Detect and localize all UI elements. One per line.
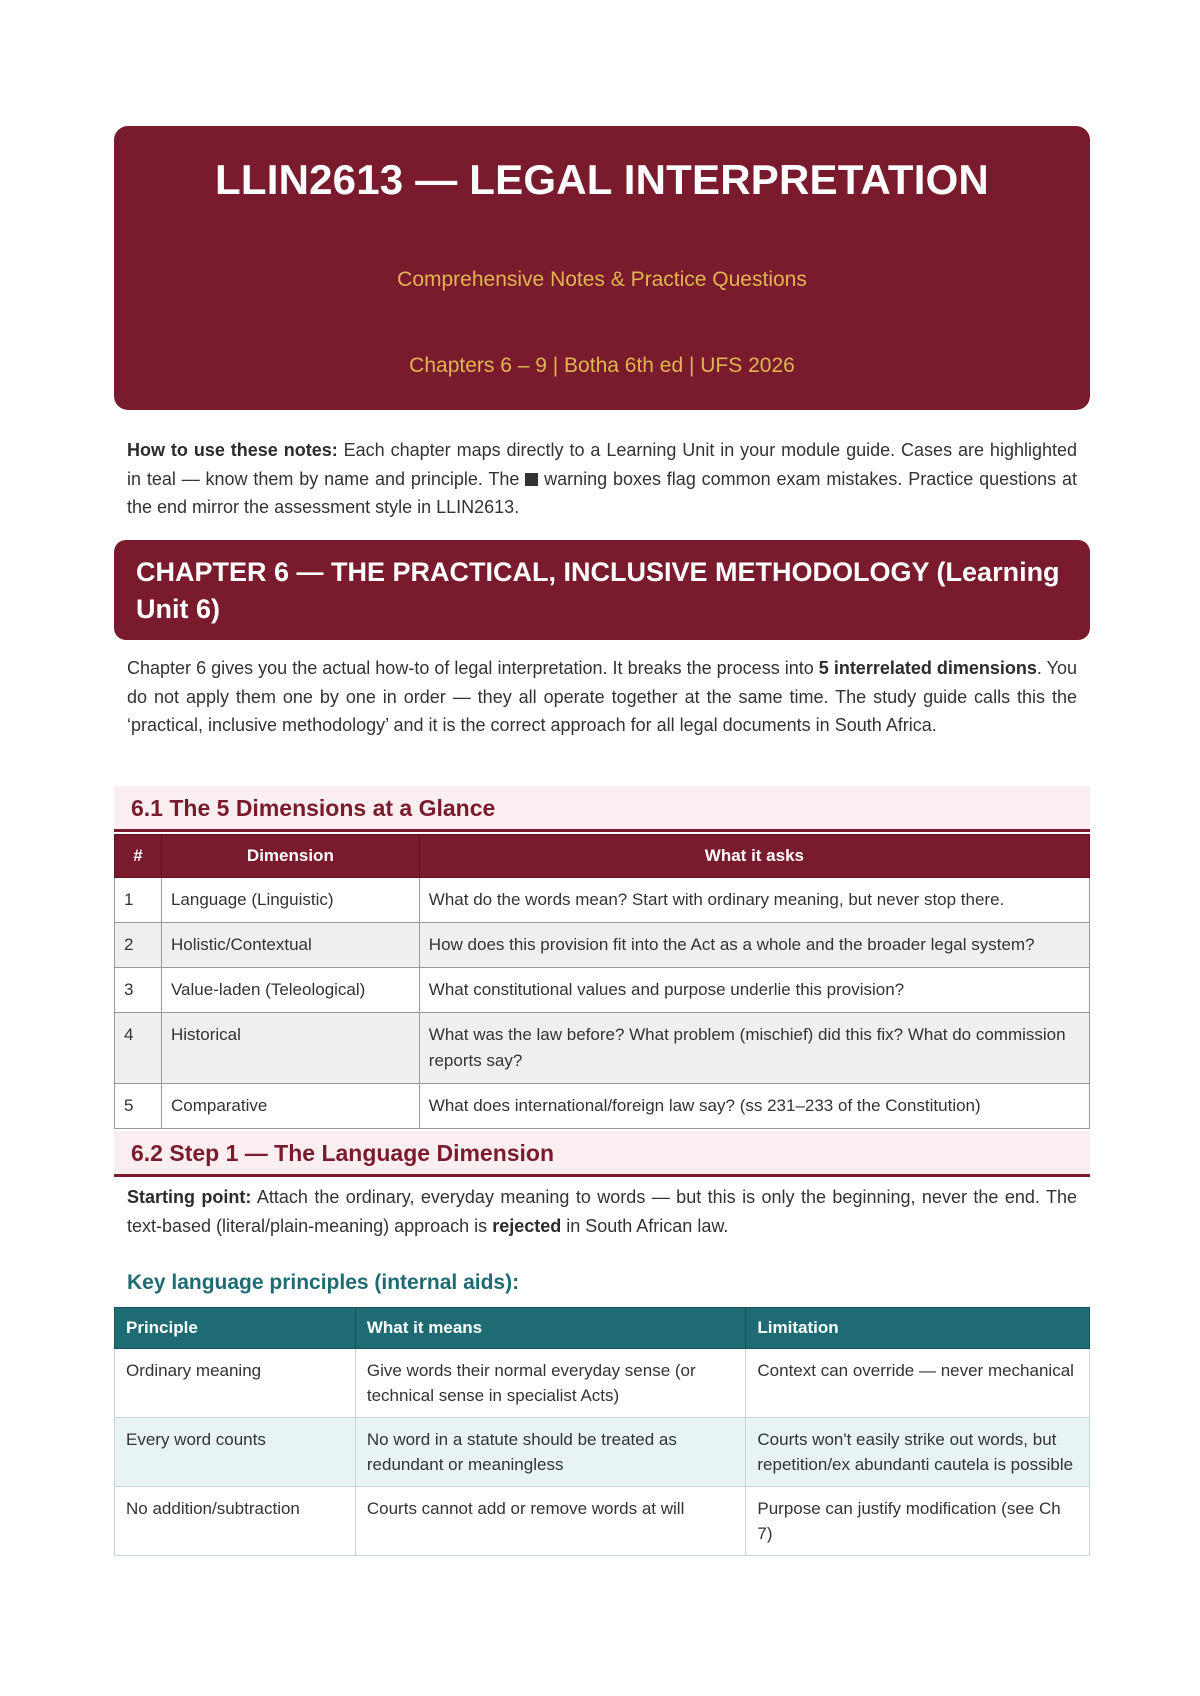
table-cell: What constitutional values and purpose underlie this provision? [419, 968, 1089, 1013]
table-cell: How does this provision fit into the Act as a whole and the broader legal system? [419, 923, 1089, 968]
table-row [115, 923, 1090, 968]
chapter-6-intro [127, 654, 1077, 740]
table-cell: 5 [115, 1084, 162, 1129]
column-header: What it asks [419, 835, 1089, 878]
chapter-6-bold: 5 interrelated dimensions [818, 658, 1037, 678]
table-row [115, 878, 1090, 923]
table-row [115, 1487, 1090, 1556]
section-6-2-heading: 6.2 Step 1 — The Language Dimension [114, 1131, 1090, 1177]
document-meta: Chapters 6 – 9 | Botha 6th ed | UFS 2026 [409, 354, 795, 377]
column-header: Dimension [161, 835, 419, 878]
intro-lead: How to use these notes: [127, 440, 338, 460]
table-cell: Value-laden (Teleological) [161, 968, 419, 1013]
column-header: Principle [115, 1308, 356, 1349]
table-cell: 1 [115, 878, 162, 923]
table-cell: Every word counts [115, 1418, 356, 1487]
table-cell: Comparative [161, 1084, 419, 1129]
table-cell: Give words their normal everyday sense (or technical sense in specialist Acts) [355, 1349, 746, 1418]
table-row [115, 968, 1090, 1013]
table-row [115, 1349, 1090, 1418]
intro-paragraph [127, 436, 1077, 522]
table-header-row [115, 835, 1090, 878]
column-header: # [115, 835, 162, 878]
table-cell: Context can override — never mechanical [746, 1349, 1090, 1418]
intro-text-2: warning boxes flag common exam mistakes. Practice questions at the end mirror the assessment style in LLIN2613. [127, 468, 1077, 517]
chapter-6-text-2: . You do not apply them one by one in order — they all operate together at the same time. The study guide calls this the ‘practical, inclusive methodology’ and it is the correct approach for all legal documents in South Africa. [127, 658, 1077, 735]
table-cell: What was the law before? What problem (mischief) did this fix? What do commission reports say? [419, 1013, 1089, 1084]
table-cell: Courts cannot add or remove words at will [355, 1487, 746, 1556]
dimensions-table [114, 834, 1090, 1129]
table-cell: No addition/subtraction [115, 1487, 356, 1556]
table-cell: Holistic/Contextual [161, 923, 419, 968]
language-text-2: in South African law. [561, 1215, 729, 1236]
language-dimension-paragraph [127, 1183, 1077, 1240]
chapter-6-text-1: Chapter 6 gives you the actual how-to of legal interpretation. It breaks the process into [127, 658, 819, 678]
table-cell: Language (Linguistic) [161, 878, 419, 923]
table-row [115, 1084, 1090, 1129]
key-principles-subheading: Key language principles (internal aids): [127, 1271, 520, 1294]
document-subtitle: Comprehensive Notes & Practice Questions [397, 268, 807, 291]
table-cell: Historical [161, 1013, 419, 1084]
language-principles-table [114, 1307, 1090, 1556]
table-cell: What do the words mean? Start with ordinary meaning, but never stop there. [419, 878, 1089, 923]
table-cell: Courts won't easily strike out words, but repetition/ex abundanti cautela is possible [746, 1418, 1090, 1487]
section-6-1-heading: 6.1 The 5 Dimensions at a Glance [114, 786, 1090, 832]
table-row [115, 1418, 1090, 1487]
table-row [115, 1013, 1090, 1084]
column-header: Limitation [746, 1308, 1090, 1349]
starting-point-lead: Starting point: [127, 1187, 252, 1207]
table-cell: Ordinary meaning [115, 1349, 356, 1418]
table-cell: Purpose can justify modification (see Ch 7) [746, 1487, 1090, 1556]
table-cell: 2 [115, 923, 162, 968]
warning-square-icon [525, 473, 538, 486]
language-text-1: Attach the ordinary, everyday meaning to words — but this is only the beginning, never the end. The text-based (literal/plain-meaning) approach is [127, 1187, 1077, 1236]
intro-text-1: Each chapter maps directly to a Learning Unit in your module guide. Cases are highlighted in teal — know them by name and principle. The [127, 440, 1078, 489]
table-cell: 3 [115, 968, 162, 1013]
chapter-6-title: CHAPTER 6 — THE PRACTICAL, INCLUSIVE METHODOLOGY (Learning Unit 6) [136, 557, 1060, 624]
table-cell: What does international/foreign law say? (ss 231–233 of the Constitution) [419, 1084, 1089, 1129]
chapter-6-header [114, 540, 1090, 640]
table-cell: No word in a statute should be treated as redundant or meaningless [355, 1418, 746, 1487]
language-bold: rejected [492, 1215, 562, 1236]
table-cell: 4 [115, 1013, 162, 1084]
title-banner [114, 126, 1090, 410]
table-header-row [115, 1308, 1090, 1349]
column-header: What it means [355, 1308, 746, 1349]
document-title: LLIN2613 — LEGAL INTERPRETATION [215, 156, 989, 203]
